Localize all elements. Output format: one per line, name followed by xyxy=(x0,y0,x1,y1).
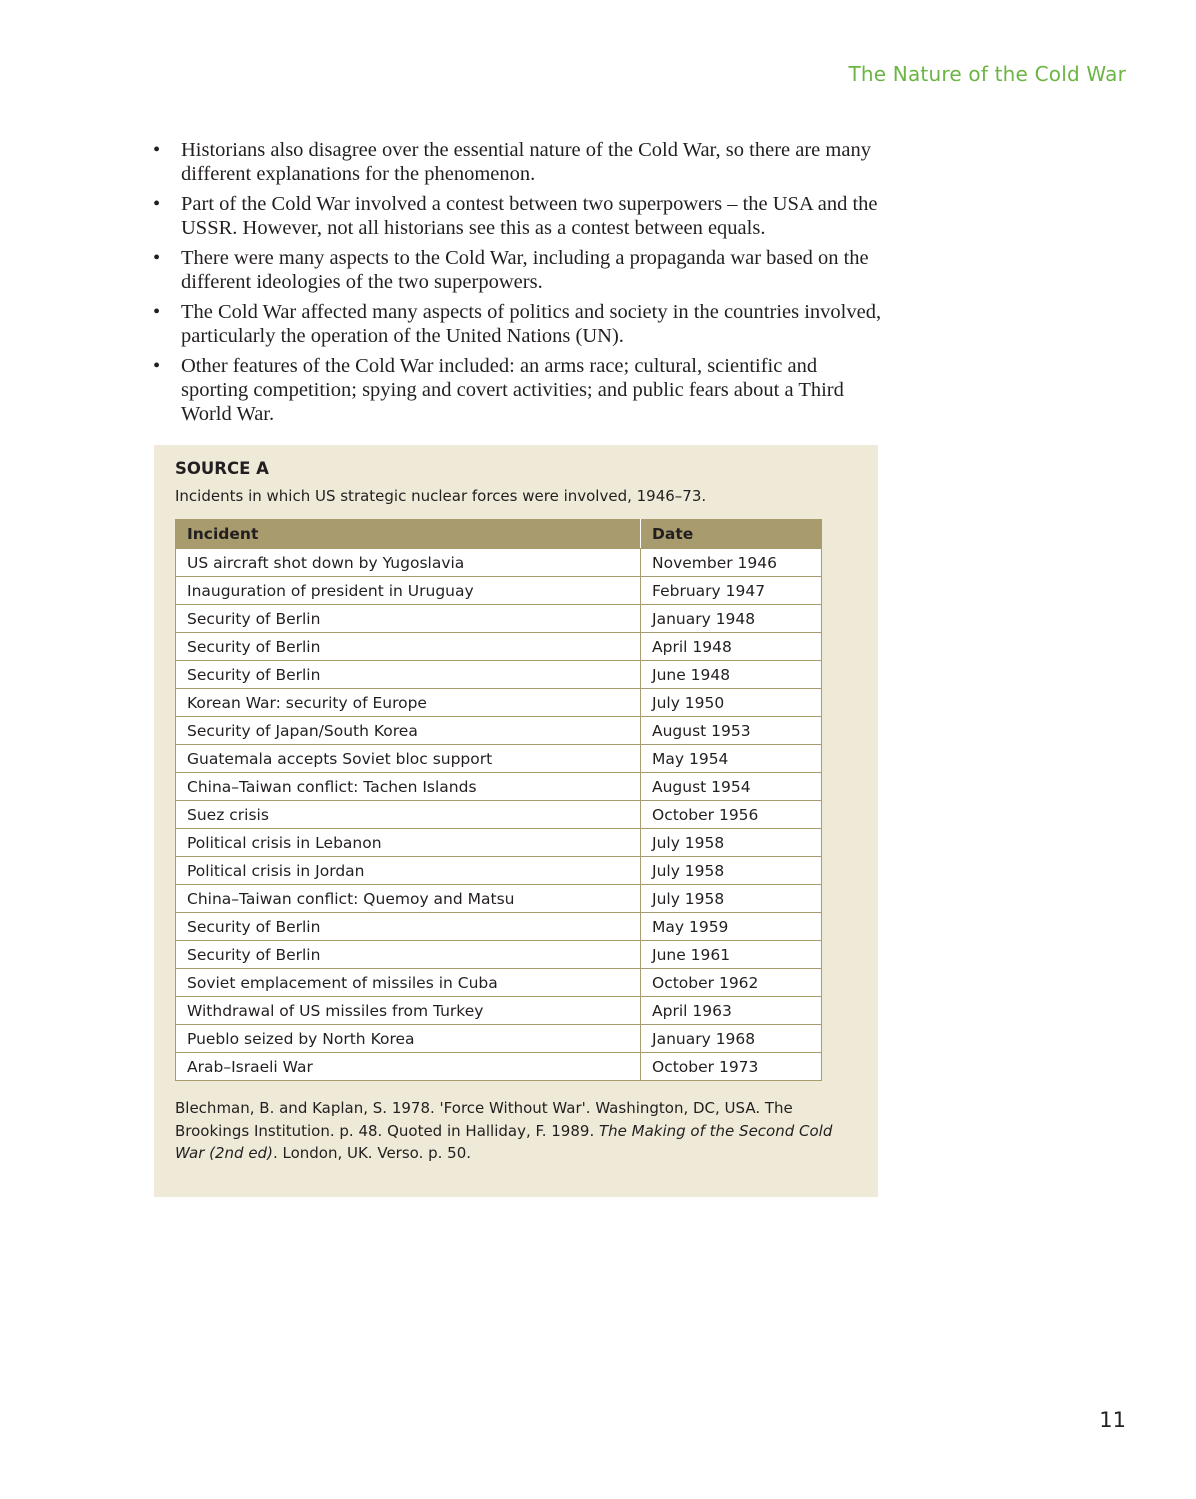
table-row xyxy=(176,661,822,689)
table-row xyxy=(176,857,822,885)
table-row xyxy=(176,689,822,717)
column-header-incident: Incident xyxy=(176,520,641,549)
incident-cell: Security of Japan/South Korea xyxy=(176,717,641,745)
incident-cell: Suez crisis xyxy=(176,801,641,829)
table-row xyxy=(176,885,822,913)
date-cell: July 1958 xyxy=(641,829,822,857)
bullet-text: Part of the Cold War involved a contest between two superpowers – the USA and the USSR. However, not all historians see this as a contest between equals. xyxy=(181,193,878,239)
table-row xyxy=(176,1053,822,1081)
incident-cell: Korean War: security of Europe xyxy=(176,689,641,717)
incident-cell: Political crisis in Lebanon xyxy=(176,829,641,857)
incident-cell: China–Taiwan conflict: Quemoy and Matsu xyxy=(176,885,641,913)
source-title: SOURCE A xyxy=(175,459,269,478)
table-row xyxy=(176,969,822,997)
incidents-table xyxy=(175,519,822,1081)
incident-cell: Security of Berlin xyxy=(176,913,641,941)
table-row xyxy=(176,577,822,605)
date-cell: April 1948 xyxy=(641,633,822,661)
date-cell: May 1959 xyxy=(641,913,822,941)
table-row xyxy=(176,605,822,633)
table-header-row xyxy=(176,520,822,549)
bullet-text: Other features of the Cold War included: an arms race; cultural, scientific and sporting competition; spying and covert activities; and public fears about a Third World War. xyxy=(181,355,844,425)
bullet-list xyxy=(153,138,888,432)
date-cell: October 1956 xyxy=(641,801,822,829)
table-row xyxy=(176,913,822,941)
column-header-date: Date xyxy=(641,520,822,549)
table-row xyxy=(176,633,822,661)
incident-cell: Political crisis in Jordan xyxy=(176,857,641,885)
incident-cell: Soviet emplacement of missiles in Cuba xyxy=(176,969,641,997)
citation-text-end: . London, UK. Verso. p. 50. xyxy=(272,1144,472,1162)
date-cell: July 1958 xyxy=(641,857,822,885)
bullet-icon: • xyxy=(153,193,161,215)
incident-cell: Security of Berlin xyxy=(176,633,641,661)
table-row xyxy=(176,1025,822,1053)
page-number: 11 xyxy=(1099,1408,1126,1432)
bullet-item xyxy=(153,138,888,186)
bullet-text: Historians also disagree over the essential nature of the Cold War, so there are many different explanations for the phenomenon. xyxy=(181,139,871,185)
bullet-icon: • xyxy=(153,139,161,161)
incident-cell: China–Taiwan conflict: Tachen Islands xyxy=(176,773,641,801)
date-cell: May 1954 xyxy=(641,745,822,773)
table-body xyxy=(176,549,822,1081)
date-cell: October 1962 xyxy=(641,969,822,997)
table-row xyxy=(176,717,822,745)
date-cell: October 1973 xyxy=(641,1053,822,1081)
bullet-text: There were many aspects to the Cold War, including a propaganda war based on the different ideologies of the two superpowers. xyxy=(181,247,869,293)
running-head-title: The Nature of the Cold War xyxy=(848,62,1126,86)
incident-cell: Security of Berlin xyxy=(176,605,641,633)
incident-cell: Security of Berlin xyxy=(176,941,641,969)
incident-cell: Withdrawal of US missiles from Turkey xyxy=(176,997,641,1025)
bullet-icon: • xyxy=(153,355,161,377)
incident-cell: Inauguration of president in Uruguay xyxy=(176,577,641,605)
table-row xyxy=(176,997,822,1025)
date-cell: January 1948 xyxy=(641,605,822,633)
date-cell: July 1958 xyxy=(641,885,822,913)
bullet-item xyxy=(153,354,888,426)
incident-cell: Guatemala accepts Soviet bloc support xyxy=(176,745,641,773)
date-cell: April 1963 xyxy=(641,997,822,1025)
incident-cell: Security of Berlin xyxy=(176,661,641,689)
bullet-icon: • xyxy=(153,301,161,323)
date-cell: August 1954 xyxy=(641,773,822,801)
source-citation xyxy=(175,1097,865,1165)
incident-cell: US aircraft shot down by Yugoslavia xyxy=(176,549,641,577)
date-cell: January 1968 xyxy=(641,1025,822,1053)
date-cell: February 1947 xyxy=(641,577,822,605)
citation-book-title: The Making of the Second Cold War (2nd ed) xyxy=(175,1121,833,1162)
citation-text: Blechman, B. and Kaplan, S. 1978. 'Force Without War'. Washington, DC, USA. The Brookings Institution. p. 48. Quoted in Halliday, F. 1989. xyxy=(175,1099,793,1140)
bullet-text: The Cold War affected many aspects of politics and society in the countries involved, particularly the operation of the United Nations (UN). xyxy=(181,301,882,347)
date-cell: November 1946 xyxy=(641,549,822,577)
table-row xyxy=(176,549,822,577)
table-row xyxy=(176,941,822,969)
table-row xyxy=(176,829,822,857)
bullet-item xyxy=(153,300,888,348)
date-cell: July 1950 xyxy=(641,689,822,717)
date-cell: August 1953 xyxy=(641,717,822,745)
date-cell: June 1948 xyxy=(641,661,822,689)
table-row xyxy=(176,801,822,829)
source-box xyxy=(154,445,878,1197)
bullet-item xyxy=(153,246,888,294)
table-row xyxy=(176,773,822,801)
incident-cell: Pueblo seized by North Korea xyxy=(176,1025,641,1053)
date-cell: June 1961 xyxy=(641,941,822,969)
incident-cell: Arab–Israeli War xyxy=(176,1053,641,1081)
source-caption: Incidents in which US strategic nuclear forces were involved, 1946–73. xyxy=(175,487,707,505)
bullet-item xyxy=(153,192,888,240)
bullet-icon: • xyxy=(153,247,161,269)
table-row xyxy=(176,745,822,773)
